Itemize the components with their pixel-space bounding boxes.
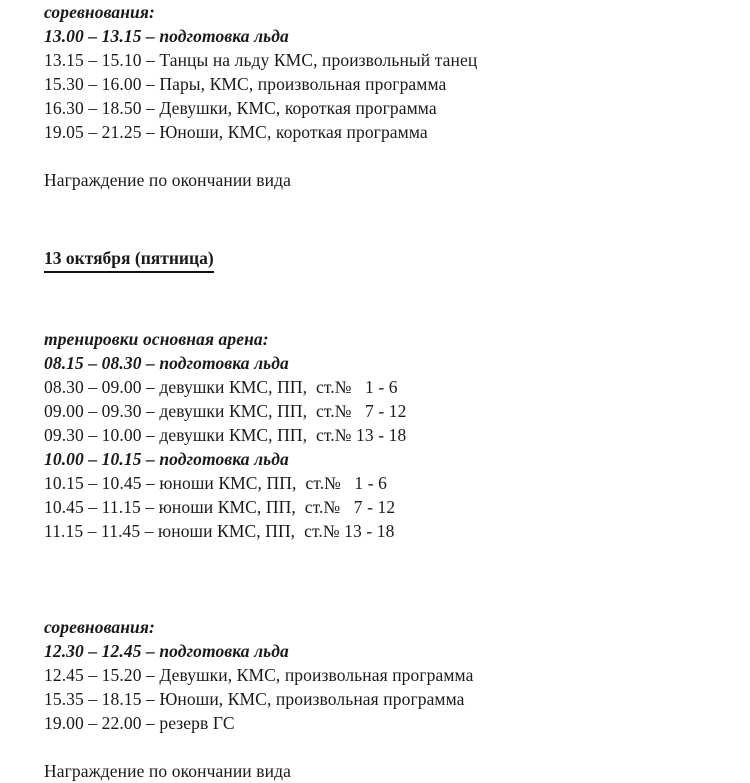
schedule-entry: 11.15 – 11.45 – юноши КМС, ПП, ст.№ 13 - 18: [44, 521, 395, 541]
section-competitions-day2: [44, 615, 750, 783]
ice-preparation-line: 10.00 – 10.15 – подготовка льда: [44, 449, 289, 469]
block-spacer: [44, 543, 750, 573]
block-spacer: [44, 273, 750, 303]
ice-preparation-line: 13.00 – 13.15 – подготовка льда: [44, 26, 289, 46]
paragraph-spacer: [44, 735, 750, 759]
block-spacer: [44, 222, 750, 246]
award-note: Награждение по окончании вида: [44, 761, 291, 781]
date-header-row: [44, 246, 750, 273]
block-spacer: [44, 603, 750, 615]
schedule-entry: 19.00 – 22.00 – резерв ГС: [44, 713, 235, 733]
section-heading: соревнования:: [44, 617, 155, 637]
schedule-entry: 09.30 – 10.00 – девушки КМС, ПП, ст.№ 13 - 18: [44, 425, 407, 445]
date-heading: 13 октября (пятница): [44, 246, 214, 273]
ice-preparation-line: 12.30 – 12.45 – подготовка льда: [44, 641, 289, 661]
block-spacer: [44, 573, 750, 603]
schedule-entry: 16.30 – 18.50 – Девушки, КМС, короткая программа: [44, 98, 437, 118]
schedule-entry: 08.30 – 09.00 – девушки КМС, ПП, ст.№ 1 - 6: [44, 377, 398, 397]
schedule-entry: 12.45 – 15.20 – Девушки, КМС, произвольная программа: [44, 665, 474, 685]
section-heading: тренировки основная арена:: [44, 329, 269, 349]
schedule-entry: 09.00 – 09.30 – девушки КМС, ПП, ст.№ 7 - 12: [44, 401, 407, 421]
award-note: Награждение по окончании вида: [44, 170, 291, 190]
block-spacer: [44, 303, 750, 327]
schedule-entry: 10.45 – 11.15 – юноши КМС, ПП, ст.№ 7 - 12: [44, 497, 396, 517]
schedule-entry: 13.15 – 15.10 – Танцы на льду КМС, произвольный танец: [44, 50, 478, 70]
paragraph-spacer: [44, 144, 750, 168]
schedule-entry: 15.35 – 18.15 – Юноши, КМС, произвольная программа: [44, 689, 465, 709]
ice-preparation-line: 08.15 – 08.30 – подготовка льда: [44, 353, 289, 373]
schedule-entry: 19.05 – 21.25 – Юноши, КМС, короткая программа: [44, 122, 428, 142]
schedule-entry: 15.30 – 16.00 – Пары, КМС, произвольная программа: [44, 74, 447, 94]
schedule-entry: 10.15 – 10.45 – юноши КМС, ПП, ст.№ 1 - 6: [44, 473, 387, 493]
block-spacer: [44, 192, 750, 222]
section-training-main-arena: [44, 327, 750, 543]
section-competitions-day1: [44, 0, 750, 192]
section-heading: соревнования:: [44, 2, 155, 22]
